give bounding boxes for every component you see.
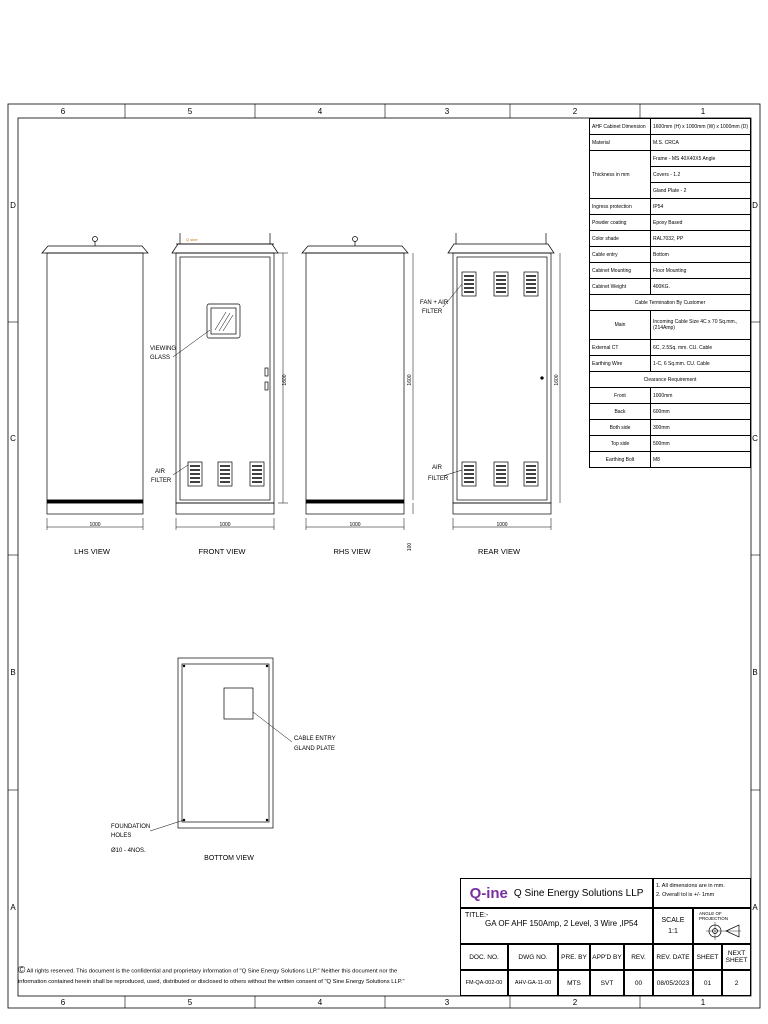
hdr-rev-date: REV. DATE bbox=[653, 944, 693, 970]
hdr-rev: REV. bbox=[624, 944, 653, 970]
clearance-value: 600mm bbox=[651, 404, 751, 420]
rhs-width-dim: 1000 bbox=[349, 522, 361, 528]
col-label-bottom: 3 bbox=[444, 998, 450, 1007]
lhs-width-dim: 1000 bbox=[89, 522, 101, 528]
fan-air-filter-label: FAN + AIR bbox=[420, 300, 449, 306]
val-next-sheet: 2 bbox=[722, 970, 751, 996]
clearance-key: Earthing Bolt bbox=[590, 452, 651, 468]
projection-symbol-icon bbox=[706, 921, 742, 941]
company-logo: Q-ine bbox=[469, 884, 508, 902]
spec-key: Main bbox=[590, 311, 651, 340]
spec-value: 1600mm (H) x 1000mm (W) x 1000mm (D) bbox=[651, 119, 751, 135]
clearance-value: 300mm bbox=[651, 420, 751, 436]
rear-view bbox=[443, 233, 560, 530]
rear-width-dim: 1000 bbox=[496, 522, 508, 528]
note-line: 1. All dimensions are in mm. bbox=[656, 883, 725, 889]
spec-key: AHF Cabinet Dimension bbox=[590, 119, 651, 135]
clearance-key: Both side bbox=[590, 420, 651, 436]
col-label-bottom: 6 bbox=[60, 998, 66, 1007]
spec-key: Powder coating bbox=[590, 215, 651, 231]
spec-value: 1-C, 6 Sq.mm. CU. Cable bbox=[651, 356, 751, 372]
scale-value: 1:1 bbox=[668, 928, 678, 935]
spec-value: Frame - MS 40X40X5 Angle bbox=[651, 151, 751, 167]
hdr-dwg-no: DWG NO. bbox=[508, 944, 558, 970]
foundation-label: FOUNDATION bbox=[111, 824, 151, 830]
val-dwg-no: AHV-GA-11-00 bbox=[508, 970, 558, 996]
row-label-right: D bbox=[752, 201, 758, 210]
note-line: 2. Overall tol is +/- 1mm bbox=[656, 892, 715, 898]
spec-key: Thickness in mm bbox=[590, 151, 651, 199]
row-label-left: D bbox=[10, 201, 16, 210]
notes-cell bbox=[653, 878, 751, 908]
drawing-title: GA OF AHF 150Amp, 2 Level, 3 Wire ,IP54 bbox=[485, 919, 638, 928]
col-label-top: 6 bbox=[60, 107, 66, 116]
title-block bbox=[460, 878, 751, 996]
rear-air-filter-label: FILTER bbox=[428, 476, 449, 482]
front-height-dim: 1600 bbox=[282, 374, 288, 386]
spec-value: M.S. CRCA bbox=[651, 135, 751, 151]
cable-termination-title: Cable Termination By Customer bbox=[590, 295, 751, 311]
spec-key: External CT bbox=[590, 340, 651, 356]
col-label-bottom: 4 bbox=[317, 998, 323, 1007]
clearance-value: 500mm bbox=[651, 436, 751, 452]
col-label-top: 2 bbox=[572, 107, 578, 116]
lhs-view-label: LHS VIEW bbox=[74, 547, 110, 556]
spec-key: Color shade bbox=[590, 231, 651, 247]
val-rev-date: 08/05/2023 bbox=[653, 970, 693, 996]
confidentiality-notice bbox=[18, 966, 460, 987]
row-label-right: A bbox=[752, 903, 758, 912]
col-label-top: 1 bbox=[700, 107, 706, 116]
col-label-bottom: 2 bbox=[572, 998, 578, 1007]
foundation-label: HOLES bbox=[111, 833, 132, 839]
front-logo: Q sine bbox=[186, 237, 198, 242]
spec-value: RAL7032, PP bbox=[651, 231, 751, 247]
spec-value: Gland Plate - 2 bbox=[651, 183, 751, 199]
rhs-view-label: RHS VIEW bbox=[333, 547, 371, 556]
viewing-glass-label: GLASS bbox=[150, 355, 171, 361]
spec-value: Covers - 1.2 bbox=[651, 167, 751, 183]
val-doc-no: FM-QA-002-00 bbox=[460, 970, 508, 996]
row-label-left: C bbox=[10, 434, 16, 443]
lhs-view bbox=[42, 237, 148, 531]
spec-key: Earthing Wire bbox=[590, 356, 651, 372]
clearance-key: Top side bbox=[590, 436, 651, 452]
clearance-value: M8 bbox=[651, 452, 751, 468]
spec-value: Incoming Cable Size 4C x 70 Sq.mm., (214Amp) bbox=[651, 311, 751, 340]
front-view bbox=[172, 233, 288, 530]
rear-air-filter-label: AIR bbox=[432, 465, 443, 471]
spec-value: 400KG. bbox=[651, 279, 751, 295]
row-label-right: B bbox=[752, 668, 758, 677]
bottom-view-label: BOTTOM VIEW bbox=[204, 855, 254, 862]
col-label-bottom: 5 bbox=[187, 998, 193, 1007]
val-rev: 00 bbox=[624, 970, 653, 996]
spec-value: Epoxy Based bbox=[651, 215, 751, 231]
hdr-next-sheet: NEXT SHEET bbox=[722, 944, 751, 970]
col-label-top: 3 bbox=[444, 107, 450, 116]
hdr-pre-by: PRE. BY bbox=[558, 944, 590, 970]
company-name: Q Sine Energy Solutions LLP bbox=[513, 887, 644, 899]
rhs-view bbox=[302, 237, 413, 531]
cable-entry-label: GLAND PLATE bbox=[294, 746, 335, 752]
clearance-key: Front bbox=[590, 388, 651, 404]
spec-key: Ingress protection bbox=[590, 199, 651, 215]
front-width-dim: 1000 bbox=[219, 522, 231, 528]
spec-value: IP54 bbox=[651, 199, 751, 215]
notice-line-1: All rights reserved. This document is the confidential and proprietary information of "Q Sine Energy Solutions LLP." Neither this document nor the bbox=[26, 968, 398, 975]
foundation-label: Ø10 - 4NOS. bbox=[111, 848, 146, 854]
title-label: TITLE:- bbox=[465, 912, 489, 919]
cable-entry-label: CABLE ENTRY bbox=[294, 736, 336, 742]
spec-key: Cabinet Weight bbox=[590, 279, 651, 295]
spec-key: Cable entry bbox=[590, 247, 651, 263]
val-appd-by: SVT bbox=[590, 970, 624, 996]
scale-label: SCALE bbox=[661, 917, 685, 924]
row-label-left: B bbox=[10, 668, 16, 677]
front-air-filter-label: AIR bbox=[155, 469, 166, 475]
projection-label: ANGLE OF PROJECTION bbox=[699, 911, 729, 921]
clearance-title: Clearance Requirement bbox=[590, 372, 751, 388]
rhs-height-dim: 1600 bbox=[407, 374, 413, 386]
viewing-glass-label: VIEWING bbox=[150, 346, 177, 352]
val-sheet: 01 bbox=[693, 970, 722, 996]
copyright-icon: © bbox=[18, 965, 26, 976]
spec-value: Bottom bbox=[651, 247, 751, 263]
spec-value: Floor Mounting bbox=[651, 263, 751, 279]
front-view-label: FRONT VIEW bbox=[198, 547, 246, 556]
clearance-value: 1000mm bbox=[651, 388, 751, 404]
hdr-appd-by: APP'D BY bbox=[590, 944, 624, 970]
projection-cell bbox=[693, 908, 751, 944]
title-cell bbox=[460, 908, 653, 944]
notice-line-2: information contained herein shall be reproduced, used, distributed or disclosed to others without the written consent of "Q Sine Energy Solutions LLP." bbox=[18, 978, 405, 985]
hdr-doc-no: DOC. NO. bbox=[460, 944, 508, 970]
clearance-key: Back bbox=[590, 404, 651, 420]
rhs-base-dim: 100 bbox=[407, 542, 413, 552]
scale-cell bbox=[653, 908, 693, 944]
col-label-top: 4 bbox=[317, 107, 323, 116]
spec-key: Cabinet Mounting bbox=[590, 263, 651, 279]
spec-key: Material bbox=[590, 135, 651, 151]
row-label-right: C bbox=[752, 434, 758, 443]
col-label-top: 5 bbox=[187, 107, 193, 116]
rear-height-dim: 1600 bbox=[554, 374, 560, 386]
col-label-bottom: 1 bbox=[700, 998, 706, 1007]
fan-air-filter-label: FILTER bbox=[422, 309, 443, 315]
val-pre-by: MTS bbox=[558, 970, 590, 996]
spec-table bbox=[589, 118, 751, 468]
hdr-sheet: SHEET bbox=[693, 944, 722, 970]
front-air-filter-label: FILTER bbox=[151, 478, 172, 484]
row-label-left: A bbox=[10, 903, 16, 912]
rear-view-label: REAR VIEW bbox=[477, 547, 521, 556]
spec-value: 6C, 2.5Sq. mm. CU. Cable bbox=[651, 340, 751, 356]
company-cell bbox=[460, 878, 653, 908]
bottom-view bbox=[150, 658, 292, 831]
